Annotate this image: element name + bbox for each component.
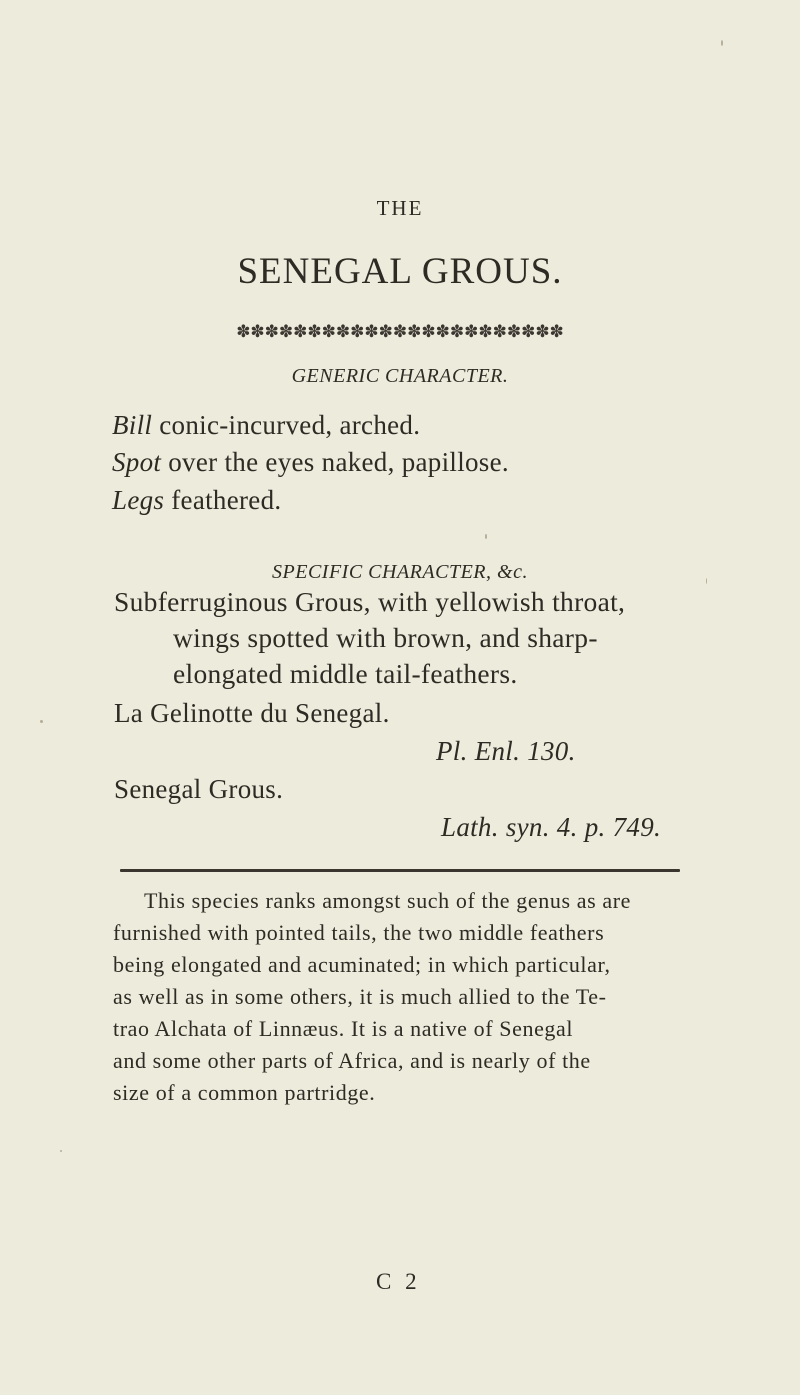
generic-line-spot — [112, 447, 509, 478]
paragraph-line: This species ranks amongst such of the genus as are — [144, 888, 631, 913]
specific-line: Subferruginous Grous, with yellowish throat, — [114, 586, 626, 617]
paragraph-line: size of a common partridge. — [113, 1080, 376, 1105]
specific-line: elongated middle tail-feathers. — [173, 658, 518, 689]
paragraph-line: being elongated and acuminated; in which particular, — [113, 952, 611, 977]
pre-title: THE — [376, 196, 424, 220]
generic-text: over the eyes naked, papillose. — [161, 447, 509, 477]
generic-character-heading: GENERIC CHARACTER. — [291, 365, 509, 387]
specific-character-heading: SPECIFIC CHARACTER, &c. — [272, 561, 528, 583]
generic-line-legs — [112, 485, 281, 516]
signature-mark: C 2 — [376, 1269, 421, 1294]
synonym-name: Senegal Grous. — [114, 774, 284, 804]
description-paragraph — [113, 885, 713, 1109]
synonym-reference — [436, 736, 576, 767]
paragraph-line: furnished with pointed tails, the two middle feathers — [113, 920, 605, 945]
generic-term: Legs — [112, 485, 165, 515]
ornament-rule: ✽✽✽✽✽✽✽✽✽✽✽✽✽✽✽✽✽✽✽✽✽✽✽ — [236, 322, 564, 341]
horizontal-rule — [120, 869, 680, 872]
generic-text: feathered. — [164, 485, 282, 515]
ref-text: Lath. syn. 4. p. 749. — [441, 812, 662, 842]
generic-term: Bill — [112, 410, 153, 440]
paragraph-line: and some other parts of Africa, and is nearly of the — [113, 1048, 591, 1073]
ref-text: Pl. Enl. 130. — [436, 736, 576, 766]
page-title: SENEGAL GROUS. — [237, 251, 563, 292]
synonym-reference — [441, 812, 661, 843]
paragraph-line: trao Alchata of Linnæus. It is a native of Senegal — [113, 1016, 574, 1041]
synonym-name: La Gelinotte du Senegal. — [114, 698, 390, 728]
generic-line-bill — [112, 410, 420, 441]
specific-line: wings spotted with brown, and sharp- — [173, 622, 598, 653]
generic-text: conic-incurved, arched. — [152, 410, 421, 440]
generic-term: Spot — [112, 447, 162, 477]
paragraph-line: as well as in some others, it is much allied to the Te- — [113, 984, 607, 1009]
